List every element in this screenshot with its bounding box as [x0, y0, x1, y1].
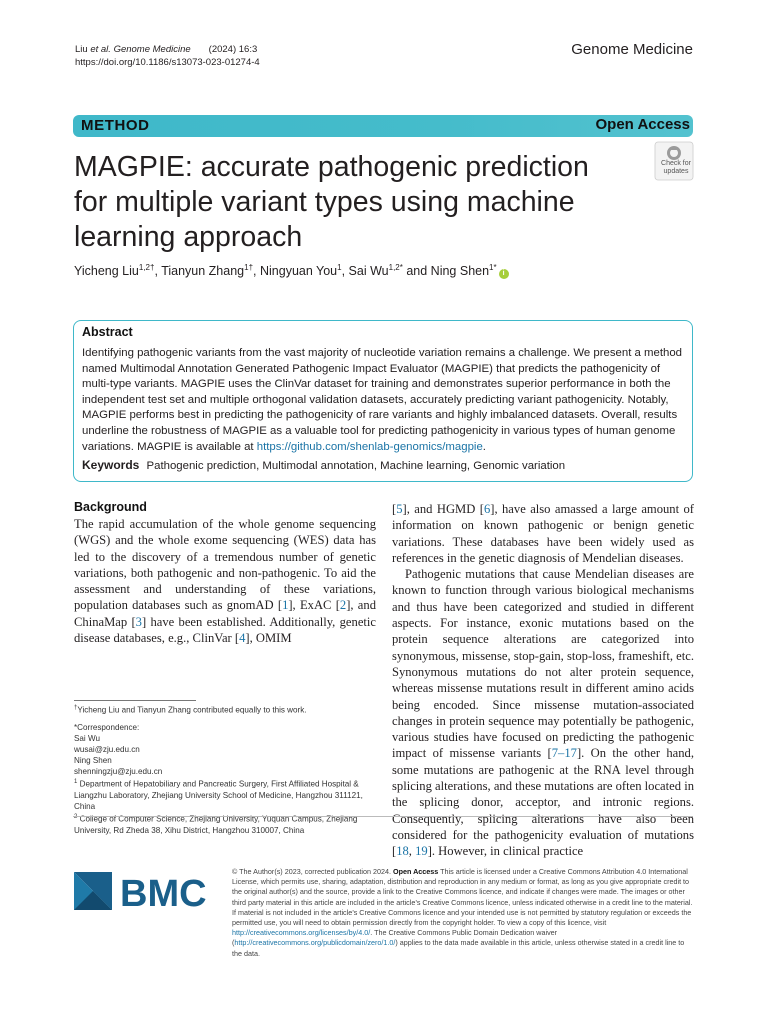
bmc-logo-text: BMC [120, 873, 207, 912]
author-affiliation-sup: 1† [244, 263, 254, 272]
footnote-divider [74, 700, 196, 701]
author-affiliation-sup: 1,2† [138, 263, 155, 272]
author-affiliation-sup: 1 [337, 263, 342, 272]
affiliation-text: Department of Hepatobiliary and Pancreatic Surgery, First Affiliated Hospital & Liangzhu Laboratory, Zhejiang University School of Medicine, Hangzhou 311121, China [74, 780, 363, 812]
author-separator: , [154, 264, 162, 279]
author-list [74, 263, 509, 279]
author-name[interactable]: Ning Shen [430, 264, 490, 279]
keywords-line [82, 458, 686, 472]
cc-by-link[interactable]: http://creativecommons.org/licenses/by/4.0/ [232, 928, 371, 938]
check-for-updates-label [652, 160, 700, 176]
license-part: . The Creative Commons Public Domain Dedication waiver ( [232, 928, 558, 948]
affiliation-sup: 2 [74, 814, 78, 821]
author-name[interactable]: Sai Wu [348, 264, 389, 279]
equal-text: Yicheng Liu and Tianyun Zhang contributed equally to this work. [77, 705, 307, 715]
correspondent-name: Ning Shen [74, 756, 112, 766]
correspondent-email[interactable]: wusai@zju.edu.cn [74, 745, 140, 755]
author-name[interactable]: Ningyuan You [259, 264, 338, 279]
article-type-label: METHOD [81, 117, 150, 134]
reference-link[interactable]: 3 [135, 614, 142, 629]
body-text: ] have been established. Additionally, genetic disease databases, e.g., ClinVar [ [74, 614, 376, 646]
author-name[interactable]: Tianyun Zhang [161, 264, 245, 279]
author-separator: , [253, 264, 260, 279]
reference-link[interactable]: 7–17 [551, 746, 577, 761]
abstract-end: . [482, 440, 486, 453]
equal-contribution-note [74, 703, 376, 716]
abstract-heading: Abstract [82, 325, 133, 339]
doi-link[interactable]: https://doi.org/10.1186/s13073-023-01274-4 [75, 57, 260, 68]
correspondent-name: Sai Wu [74, 734, 100, 744]
body-text: Pathogenic mutations that cause Mendelian diseases are known to function through various biological mechanisms and thus have been categorized and studied in different aspects. For instance, exonic mutations based on the protein sequence alterations are categorized into synonymous, missense, stop-gain, stop-loss, frameshift, etc. Synonymous mutations do not alter protein sequence, whereas missense mutations result in different amino acids being encoded. Since missense mutation-associated changes in protein sequence may potentially be pathogenic, various studies have focused on predicting the pathogenic impact of missense variants [ [392, 567, 694, 761]
journal-name: Genome Medicine [571, 41, 693, 58]
body-text: ]. On the other hand, some mutations are pathogenic at the RNA level through splicing alterations, and these mutations are often located in the splicing donor, acceptor, and intronic regions. Consequently, splicing alterations have also been considered for the pathogenicity evaluation of mutations [ [392, 746, 695, 859]
body-text: ], and ChinaMap [ [74, 598, 376, 629]
orcid-icon[interactable]: i [499, 269, 509, 279]
body-text: ], OMIM [245, 631, 292, 646]
citation-journal: et al. Genome Medicine [90, 44, 191, 55]
affiliation-text: College of Computer Science, Zhejiang University, Yuquan Campus, Zhejiang University, Rd Zheda 38, Xihu District, Hangzhou 310007, China [74, 815, 358, 836]
correspondence-block [74, 722, 376, 836]
author-and: and [402, 264, 431, 279]
keywords-label: Keywords [82, 458, 140, 472]
bmc-logo[interactable] [74, 870, 214, 917]
abstract-text [82, 346, 686, 455]
body-text: [ [392, 502, 397, 516]
background-heading: Background [74, 500, 147, 514]
reference-link[interactable]: 19 [415, 844, 428, 859]
body-text: The rapid accumulation of the whole genome sequencing (WGS) and the whole exome sequencing (WES) data has led to the discovery of a tremendous number of genetic variations, both pathogenic and non-pathogenic. To aid the assessment and understanding of these variations, population databases such as gnomAD [ [74, 517, 376, 613]
paragraph-continued [392, 501, 694, 566]
body-column-left [74, 516, 376, 646]
reference-link[interactable]: 6 [483, 502, 491, 516]
citation-year: (2024) 16:3 [208, 44, 258, 55]
citation-authors: Liu [75, 44, 91, 55]
abstract-body: Identifying pathogenic variants from the vast majority of nucleotide variation remains a challenge. We present a method named Multimodal Annotation Generated Pathogenic Impact Evaluator (MAGPIE) that predicts the pathogenicity of multi-type variants. MAGPIE uses the ClinVar dataset for training and demonstrates superior performance in both the independent test set and multiple orthogonal validation datasets, accurately predicting variant pathogenicity. Notably, MAGPIE performs best in predicting the pathogenicity of rare variants and highly imbalanced datasets. Overall, results underline the robustness of MAGPIE as a valuable tool for predicting pathogenicity in various types of human genome variations. MAGPIE is available at [82, 347, 683, 453]
license-part: © The Author(s) 2023, corrected publication 2024. [232, 867, 393, 876]
affiliation-sup: 1 [74, 779, 78, 786]
affiliation-1 [74, 777, 376, 812]
body-text: , [408, 844, 416, 859]
author-affiliation-sup: 1* [489, 263, 497, 272]
author-separator: , [341, 264, 349, 279]
body-column-right [392, 501, 694, 860]
badge-line2: updates [663, 168, 689, 175]
license-part: This article is licensed under a Creative Commons Attribution 4.0 International License, which permits use, sharing, adaptation, distribution and reproduction in any medium or format, as long as you give appropriate credit to the original author(s) and the source, provide a link to the Creative Commons licence, and indicate if changes were made. The images or other third party material in this article are included in the article’s Creative Commons licence, unless indicated otherwise in a credit line to the material. If material is not included in the article’s Creative Commons licence and your intended use is not permitted by statutory regulation or exceeds the permitted use, you will need to obtain permission directly from the copyright holder. To view a copy of this licence, visit [232, 867, 693, 928]
badge-line1: Check for [661, 160, 691, 167]
license-open-access: Open Access [393, 867, 439, 876]
reference-link[interactable]: 2 [339, 598, 347, 613]
dagger-sup: † [74, 705, 78, 711]
footer-divider [73, 816, 693, 817]
keywords-text: Pathogenic prediction, Multimodal annotation, Machine learning, Genomic variation [146, 460, 566, 472]
author-affiliation-sup: 1,2* [388, 263, 403, 272]
correspondence-label: *Correspondence: [74, 723, 140, 732]
license-text [232, 867, 693, 959]
author-name[interactable]: Yicheng Liu [74, 264, 139, 279]
body-text: ], and HGMD [ [402, 502, 484, 516]
reference-link[interactable]: 18 [396, 844, 409, 859]
article-title: MAGPIE: accurate pathogenic prediction for multiple variant types using machine learning approach [74, 151, 589, 253]
bmc-logo-icon [74, 870, 214, 912]
github-link[interactable]: https://github.com/shenlab-genomics/magpie [256, 440, 483, 453]
body-text: ], have also amassed a large amount of information on known pathogenic or benign genetic variations. These databases have been widely used as references in the genetic diagnosis of Mendelian diseases. [392, 502, 695, 565]
open-access-label: Open Access [595, 116, 690, 133]
license-part: ) applies to the data made available in this article, unless otherwise stated in a credit line to the data. [232, 938, 685, 958]
reference-link[interactable]: 1 [282, 598, 289, 613]
correspondent-email[interactable]: shenningzju@zju.edu.cn [74, 767, 163, 777]
reference-link[interactable]: 5 [396, 502, 403, 516]
body-text: ], ExAC [ [288, 598, 340, 613]
body-text: ]. However, in clinical practice [427, 844, 584, 859]
citation-header [75, 43, 260, 69]
reference-link[interactable]: 4 [239, 631, 246, 646]
cc-zero-link[interactable]: http://creativecommons.org/publicdomain/zero/1.0/ [234, 938, 396, 948]
